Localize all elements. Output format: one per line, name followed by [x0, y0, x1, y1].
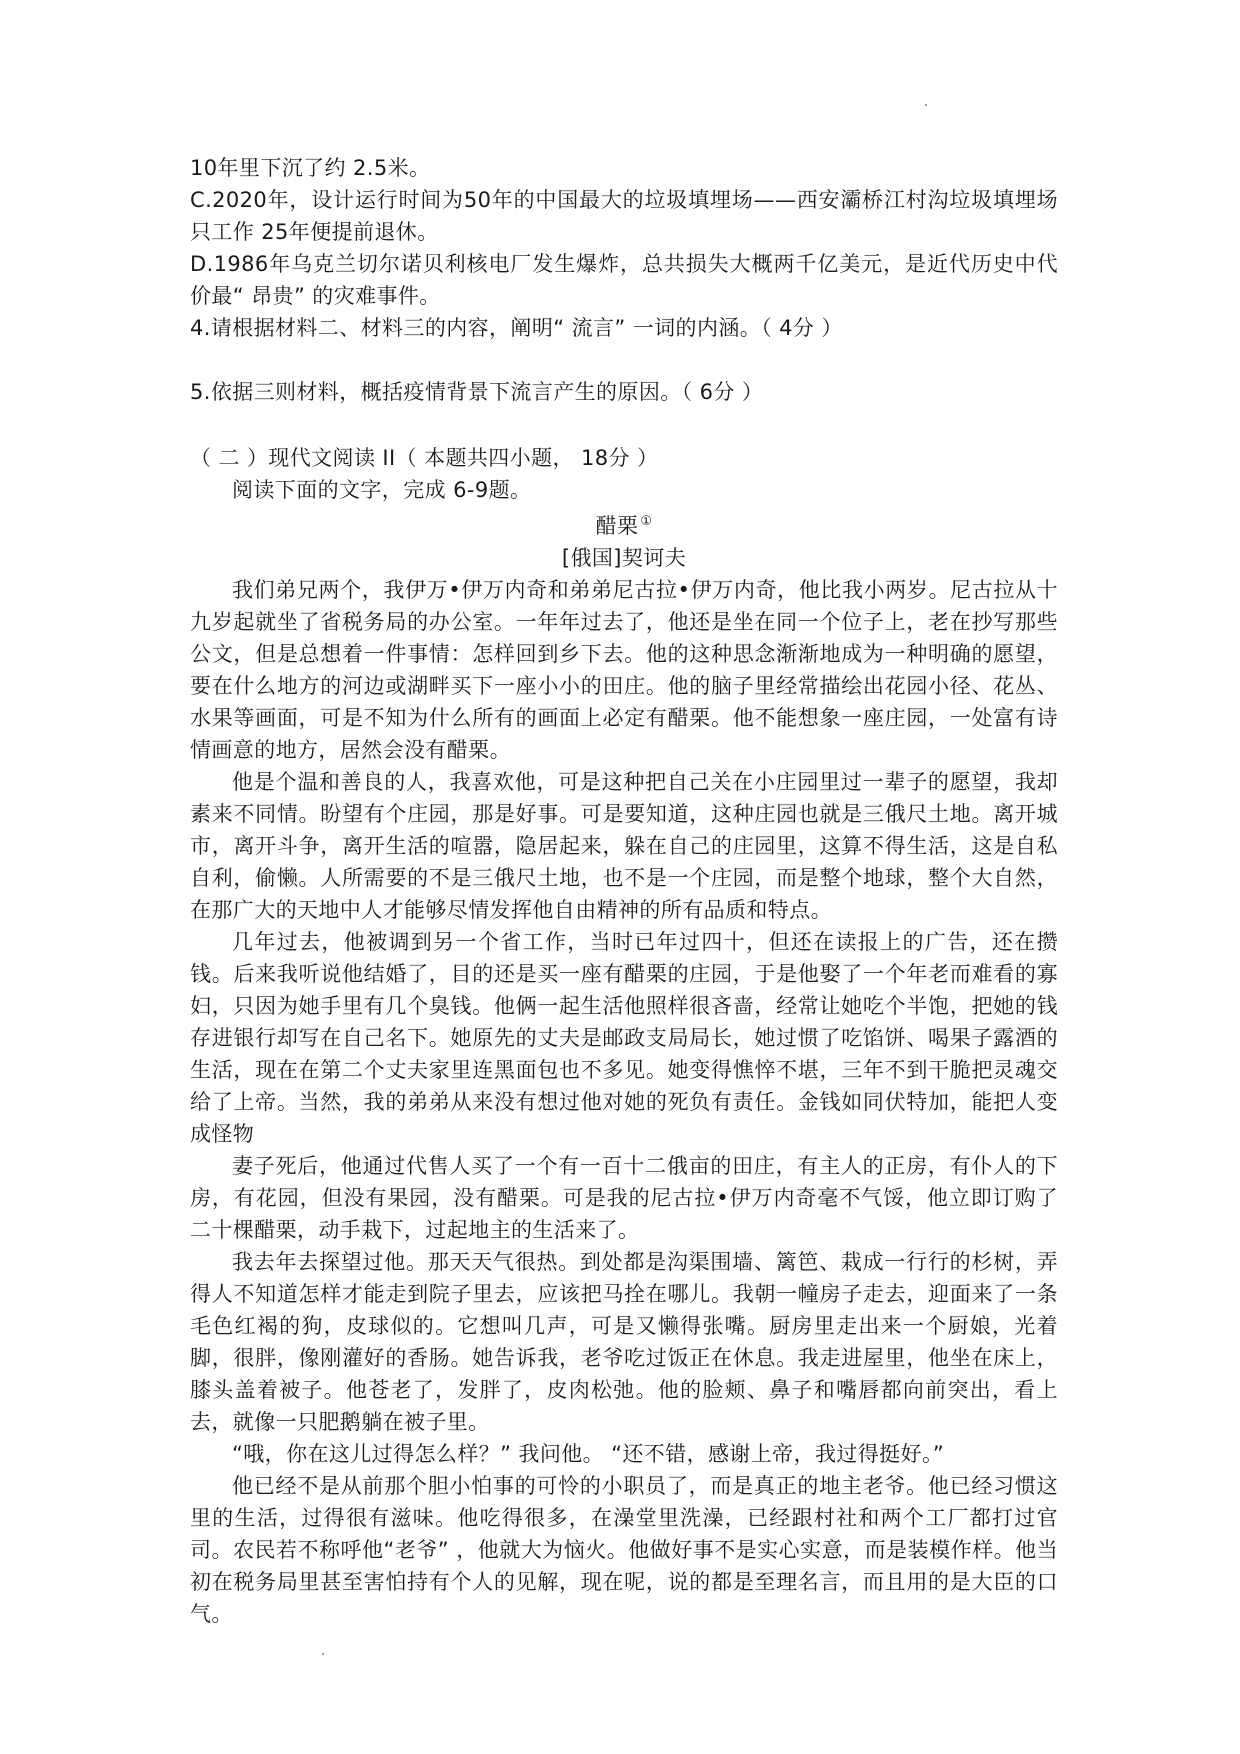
story-paragraph: 几年过去，他被调到另一个省工作，当时已年过四十，但还在读报上的广告，还在攒钱。后来我听说他结婚了，目的还是买一座有醋栗的庄园，于是他娶了一个年老而难看的寡妇，只因为她手里有几个臭钱。他俩一起生活他照样很吝啬，经常让她吃个半饱，把她的钱存进银行却写在自己名下。她原先的丈夫是邮政支局局长，她过惯了吃馅饼、喝果子露酒的生活，现在在第二个丈夫家里连黑面包也不多见。她变得憔悴不堪，三年不到干脆把灵魂交给了上帝。当然，我的弟弟从来没有想过他对她的死负有责任。金钱如同伏特加，能把人变成怪物 — [190, 930, 1058, 1146]
option-c: C.2020年，设计运行时间为50年的中国最大的垃圾填埋场——西安灞桥江村沟垃圾填埋场只工作 25年便提前退休。 — [190, 188, 1058, 244]
story-paragraph: 我们弟兄两个，我伊万•伊万内奇和弟弟尼古拉•伊万内奇，他比我小两岁。尼古拉从十九岁起就坐了省税务局的办公室。一年年过去了，他还是坐在同一个位子上，老在抄写那些公文，但是总想着一件事情：怎样回到乡下去。他的这种思念渐渐地成为一种明确的愿望，要在什么地方的河边或湖畔买下一座小小的田庄。他的脑子里经常描绘出花园小径、花丛、水果等画面，可是不知为什么所有的画面上必定有醋栗。他不能想象一座庄园，一处富有诗情画意的地方，居然会没有醋栗。 — [190, 578, 1058, 762]
scan-speck — [322, 1653, 324, 1655]
story-author: [俄国]契诃夫 — [561, 546, 687, 570]
story-paragraph: 他已经不是从前那个胆小怕事的可怜的小职员了，而是真正的地主老爷。他已经习惯这里的生活，过得很有滋味。他吃得很多，在澡堂里洗澡，已经跟村社和两个工厂都打过官司。农民若不称呼他“老爷” ，他就大为恼火。他做好事不是实心实意，而是装模作样。他当初在税务局里甚至害怕持有个人的见解，现在呢，说的都是至理名言，而且用的是大臣的口气。 — [190, 1474, 1058, 1626]
story-title-footnote-mark: ① — [640, 514, 653, 529]
story-paragraph: 他是个温和善良的人，我喜欢他，可是这种把自己关在小庄园里过一辈子的愿望，我却素来不同情。盼望有个庄园，那是好事。可是要知道，这种庄园也就是三俄尺土地。离开城市，离开斗争，离开生活的喧嚣，隐居起来，躲在自己的庄园里，这算不得生活，这是自私自利，偷懒。人所需要的不是三俄尺土地，也不是一个庄园，而是整个地球，整个大自然，在那广大的天地中人才能够尽情发挥他自由精神的所有品质和特点。 — [190, 770, 1058, 922]
section-instruction: 阅读下面的文字，完成 6-9题。 — [232, 478, 532, 502]
answer-space-q5 — [190, 408, 1058, 442]
answer-space-q4 — [190, 344, 1058, 376]
section-heading: （ 二 ）现代文阅读 II（ 本题共四小题， 18分 ） — [190, 446, 659, 470]
story-paragraph: 我去年去探望过他。那天天气很热。到处都是沟渠围墙、篱笆、栽成一行行的杉树，弄得人不知道怎样才能走到院子里去，应该把马拴在哪儿。我朝一幢房子走去，迎面来了一条毛色红褐的狗，皮球似的。它想叫几声，可是又懒得张嘴。厨房里走出来一个厨娘，光着脚，很胖，像刚灌好的香肠。她告诉我，老爷吃过饭正在休息。我走进屋里，他坐在床上，膝头盖着被子。他苍老了，发胖了，皮肉松弛。他的脸颊、鼻子和嘴唇都向前突出，看上去，就像一只肥鹅躺在被子里。 — [190, 1250, 1058, 1434]
option-d: D.1986年乌克兰切尔诺贝利核电厂发生爆炸，总共损失大概两千亿美元，是近代历史中代价最“ 昂贵” 的灾难事件。 — [190, 252, 1058, 308]
story-dialogue: “哦，你在这儿过得怎么样？” 我问他。 “还不错，感谢上帝，我过得挺好。” — [232, 1442, 945, 1466]
question-5: 5.依据三则材料，概括疫情背景下流言产生的原因。（ 6分 ） — [190, 380, 764, 404]
material-line-tail: 10年里下沉了约 2.5米。 — [190, 156, 431, 180]
exam-page — [190, 152, 1058, 1630]
question-4: 4.请根据材料二、材料三的内容，阐明“ 流言” 一词的内涵。（ 4分 ） — [190, 316, 843, 340]
scan-speck — [925, 104, 927, 106]
story-title-text: 醋栗 — [595, 514, 639, 538]
story-title — [190, 506, 1058, 542]
story-paragraph: 妻子死后，他通过代售人买了一个有一百十二俄亩的田庄，有主人的正房，有仆人的下房，有花园，但没有果园，没有醋栗。可是我的尼古拉•伊万内奇毫不气馁，他立即订购了二十棵醋栗，动手栽下，过起地主的生活来了。 — [190, 1154, 1058, 1242]
